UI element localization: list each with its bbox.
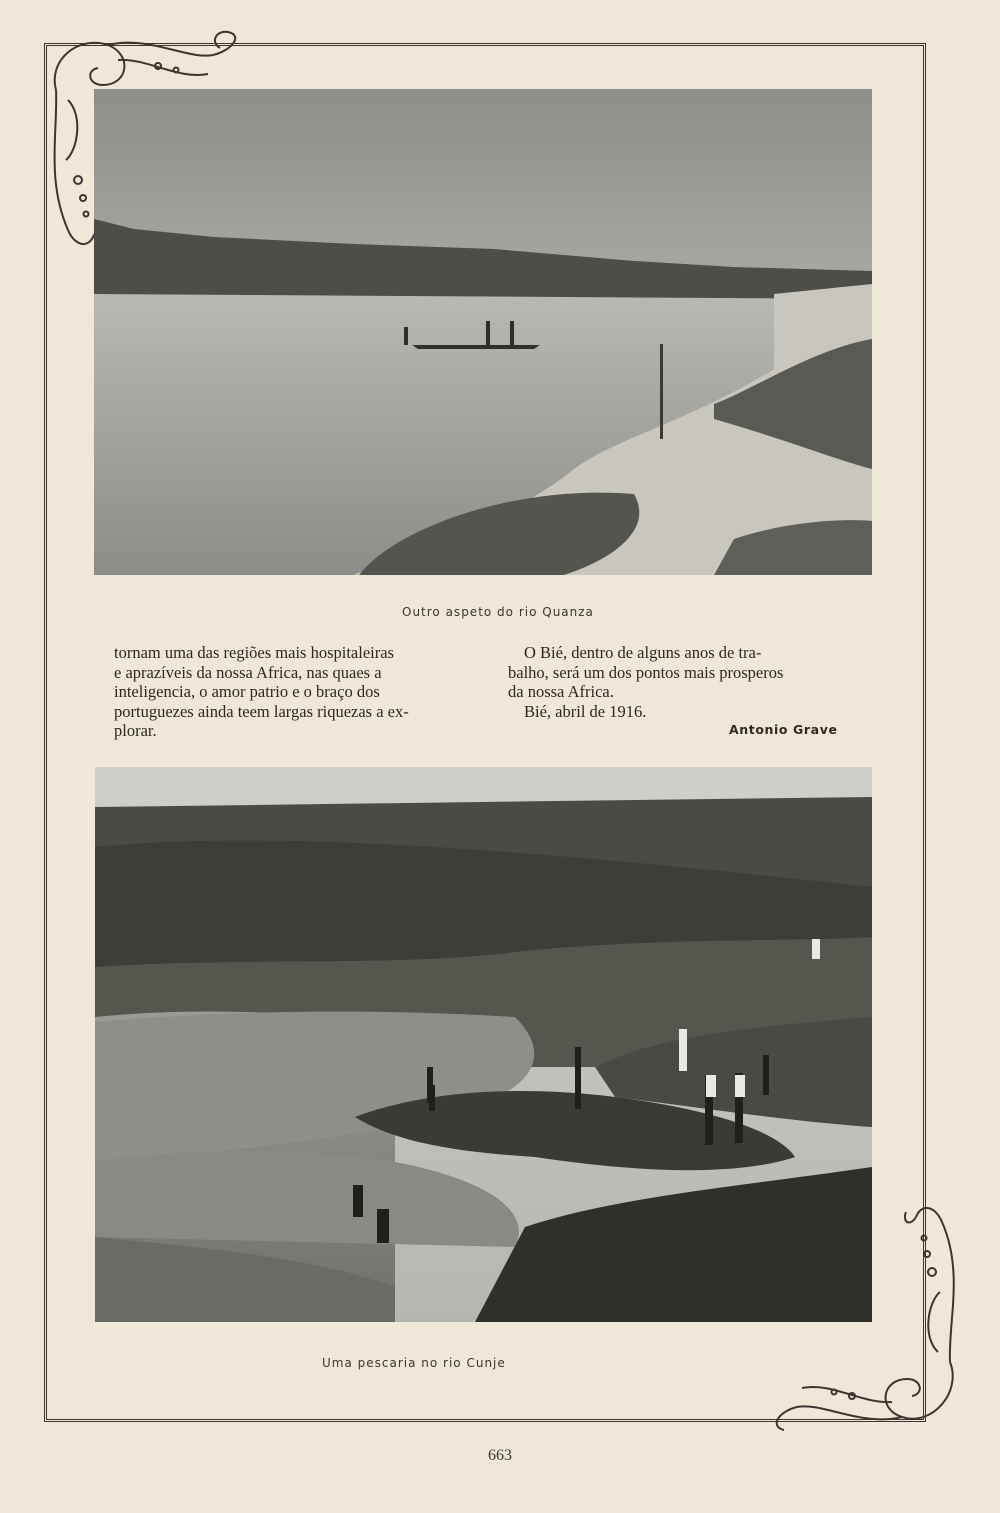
right-line-3: da nossa Africa. — [508, 682, 614, 701]
bottom-photo-caption: Uma pescaria no rio Cunje — [322, 1356, 506, 1370]
dateline: Bié, abril de 1916. — [524, 701, 647, 721]
page-number: 663 — [488, 1447, 512, 1464]
left-line-3: inteligencia, o amor patrio e o braço dos — [114, 682, 380, 701]
right-line-1: O Bié, dentro de alguns anos de tra- — [524, 643, 762, 662]
right-line-2: balho, será um dos pontos mais prosperos — [508, 662, 784, 682]
author-signature: Antonio Grave — [729, 722, 838, 737]
bottom-photo-river-cunje — [95, 767, 872, 1322]
left-line-2: e aprazíveis da nossa Africa, nas quaes a — [114, 662, 382, 682]
top-photo-caption: Outro aspeto do rio Quanza — [402, 605, 594, 619]
article-left-column — [114, 643, 476, 741]
top-photo-river-quanza — [94, 89, 872, 575]
left-line-4: portuguezes ainda teem largas riquezas a ex- — [114, 701, 409, 721]
left-line-5: plorar. — [114, 721, 157, 740]
left-line-1: tornam uma das regiões mais hospitaleiras — [114, 643, 394, 662]
article-right-column — [508, 643, 873, 721]
